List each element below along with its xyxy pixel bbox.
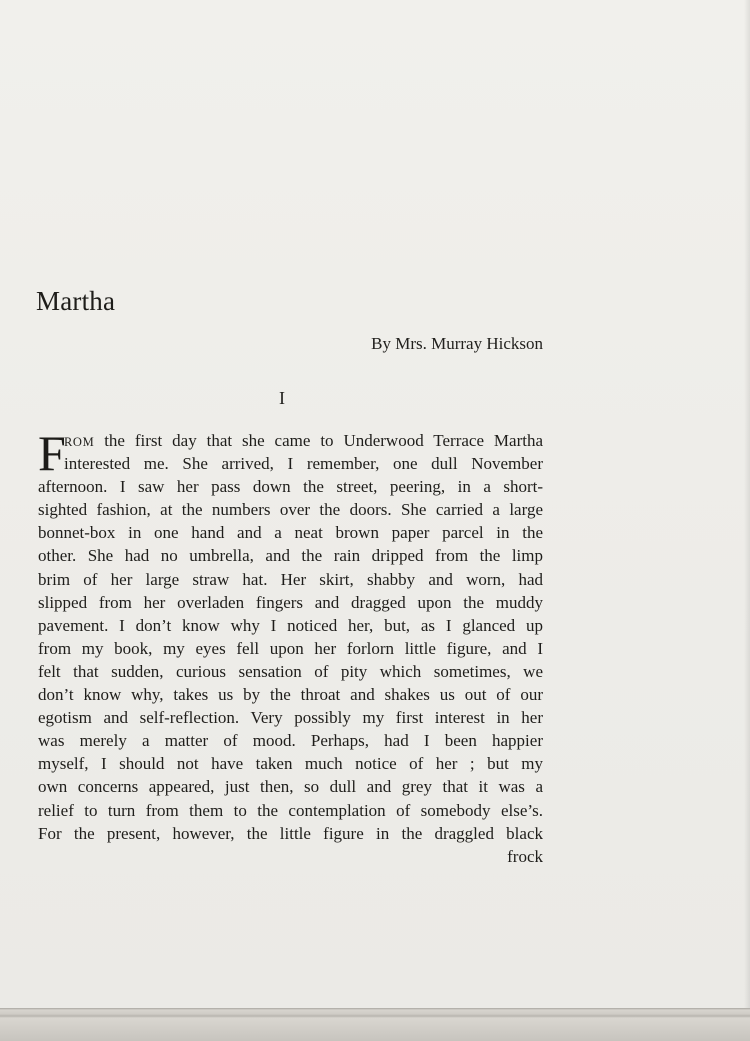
text-line: egotism and self-reflection. Very possibly my first interest in her bbox=[38, 708, 543, 728]
catchword: frock bbox=[507, 846, 543, 866]
text-line: slipped from her overladen fingers and dragged upon the muddy bbox=[38, 592, 543, 612]
section-numeral: I bbox=[279, 388, 285, 408]
page-stack-edge bbox=[0, 1008, 750, 1041]
text-line: interested me. She arrived, I remember, one dull November bbox=[64, 454, 543, 474]
first-word-smallcaps: ROM bbox=[64, 435, 95, 449]
text-line: sighted fashion, at the numbers over the doors. She carried a large bbox=[38, 500, 543, 520]
text-line: was merely a matter of mood. Perhaps, had I been happier bbox=[38, 731, 543, 751]
text-line: bonnet-box in one hand and a neat brown paper parcel in the bbox=[38, 523, 543, 543]
chapter-title: Martha bbox=[36, 286, 116, 316]
text-line: myself, I should not have taken much notice of her ; but my bbox=[38, 754, 543, 774]
text-line: other. She had no umbrella, and the rain dripped from the limp bbox=[38, 546, 543, 566]
text-line: felt that sudden, curious sensation of pity which sometimes, we bbox=[38, 661, 543, 681]
text-line: afternoon. I saw her pass down the street, peering, in a short- bbox=[38, 477, 543, 497]
text-line: For the present, however, the little figure in the draggled black bbox=[38, 823, 543, 843]
text-line: own concerns appeared, just then, so dull and grey that it was a bbox=[38, 777, 543, 797]
drop-cap: F bbox=[38, 425, 66, 481]
body-text bbox=[38, 425, 543, 868]
text-line: pavement. I don’t know why I noticed her, but, as I glanced up bbox=[38, 615, 543, 635]
text-line: from my book, my eyes fell upon her forlorn little figure, and I bbox=[38, 638, 543, 658]
text-line-content: the first day that she came to Underwood Terrace Martha bbox=[104, 431, 543, 450]
text-line: relief to turn from them to the contemplation of somebody else’s. bbox=[38, 800, 543, 820]
text-line: brim of her large straw hat. Her skirt, shabby and worn, had bbox=[38, 569, 543, 589]
author-byline: By Mrs. Murray Hickson bbox=[371, 334, 543, 353]
text-line: don’t know why, takes us by the throat and shakes us out of our bbox=[38, 685, 543, 705]
page-edge-shadow bbox=[744, 0, 750, 1008]
text-line bbox=[38, 429, 543, 452]
